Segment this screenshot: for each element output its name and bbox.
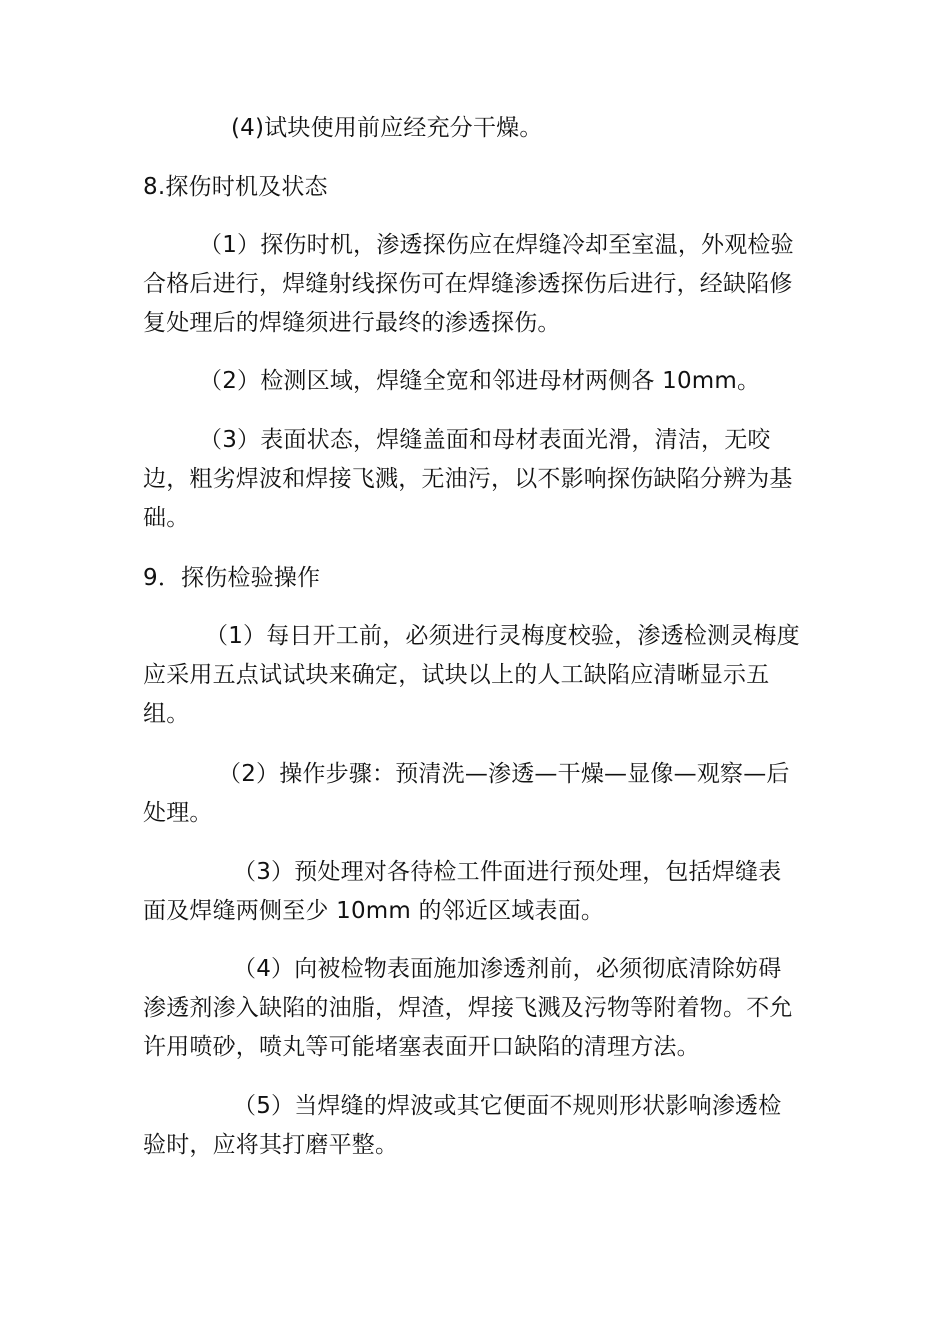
paragraph-daily-sensitivity-check: （1）每日开工前，必须进行灵梅度校验，渗透检测灵梅度应采用五点试试块来确定，试块以上的人工缺陷应清晰显示五组。 xyxy=(143,623,800,727)
paragraph-pretreatment: （3）预处理对各待检工件面进行预处理，包括焊缝表面及焊缝两侧至少 10mm 的邻近区域表面。 xyxy=(143,859,782,924)
paragraph-operation-steps: （2）操作步骤：预清洗—渗透—干燥—显像—观察—后处理。 xyxy=(143,761,790,826)
paragraph-test-block-drying: (4)试块使用前应经充分干燥。 xyxy=(231,115,543,141)
paragraph-cleaning-before-penetrant: （4）向被检物表面施加渗透剂前，必须彻底清除妨碍渗透剂渗入缺陷的油脂，焊渣，焊接飞溅及污物等附着物。不允许用喷砂，喷丸等可能堵塞表面开口缺陷的清理方法。 xyxy=(143,956,793,1060)
paragraph-grinding-irregular-surface: （5）当焊缝的焊波或其它便面不规则形状影响渗透检验时，应将其打磨平整。 xyxy=(143,1093,782,1158)
paragraph-inspection-timing: （1）探伤时机，渗透探伤应在焊缝冷却至室温，外观检验合格后进行，焊缝射线探伤可在焊缝渗透探伤后进行，经缺陷修复处理后的焊缝须进行最终的渗透探伤。 xyxy=(143,232,794,336)
heading-section-8: 8.探伤时机及状态 xyxy=(143,174,328,200)
paragraph-inspection-area: （2）检测区域，焊缝全宽和邻进母材两侧各 10mm。 xyxy=(199,368,761,394)
heading-section-9: 9．探伤检验操作 xyxy=(143,565,321,591)
paragraph-surface-condition: （3）表面状态，焊缝盖面和母材表面光滑，清洁，无咬边，粗劣焊波和焊接飞溅，无油污，以不影响探伤缺陷分辨为基础。 xyxy=(143,427,793,531)
